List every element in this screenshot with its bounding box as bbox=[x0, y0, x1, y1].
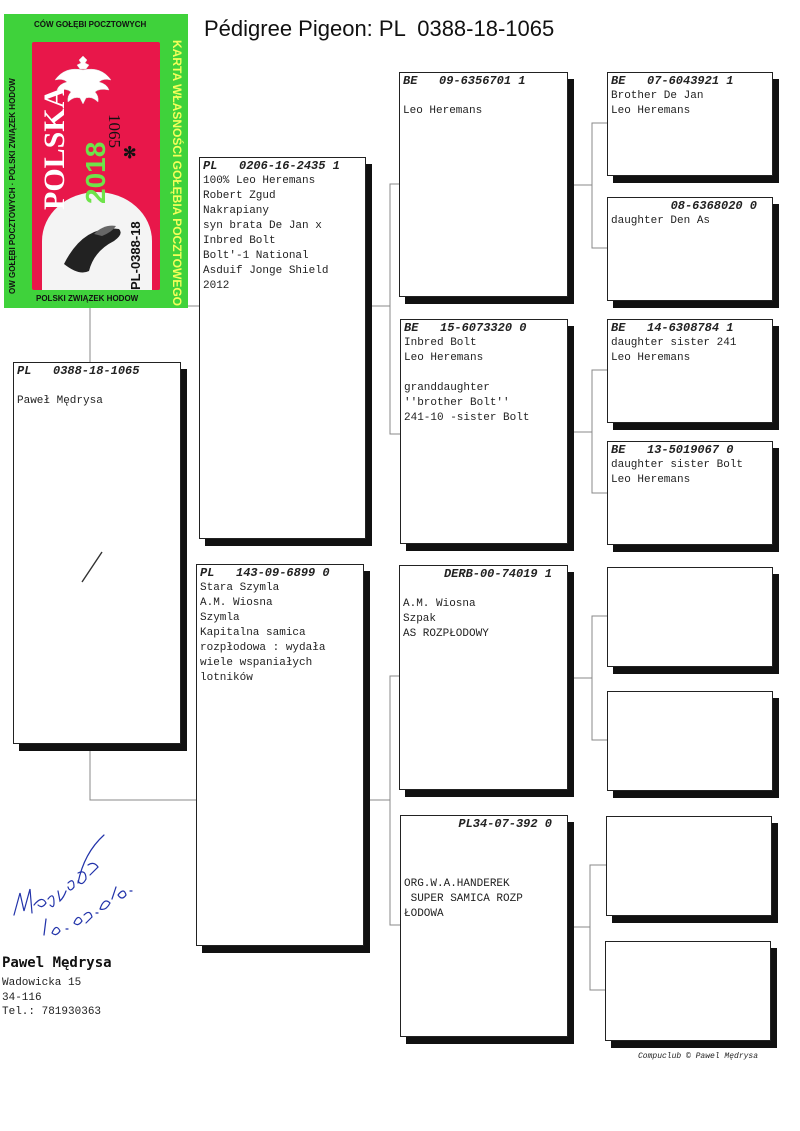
info-line: Asduif Jonge Shield bbox=[203, 265, 329, 277]
dam-sire-box bbox=[399, 565, 568, 790]
card-title-vertical: KARTA WŁASNOŚCI GOŁĘBIA POCZTOWEGO bbox=[170, 40, 184, 306]
info-line: 241-10 -sister Bolt bbox=[404, 412, 530, 424]
info-line: Kapitalna samica bbox=[200, 627, 306, 639]
info-line: rozpłodowa : wydała bbox=[200, 642, 326, 654]
breeder-name: Paweł Mędrysa bbox=[17, 395, 103, 407]
owner-phone: Tel.: 781930363 bbox=[2, 1006, 102, 1018]
handwritten-signature bbox=[4, 815, 144, 955]
pigeon-icon bbox=[54, 204, 134, 284]
card-ring: PL-0388-18 bbox=[128, 221, 143, 290]
card-asterisk: ✻ bbox=[123, 145, 137, 162]
breeder-name: Leo Heremans bbox=[403, 105, 483, 117]
card-arc-text: CÓW GOŁĘBI POCZTOWYCH bbox=[34, 20, 147, 29]
info-line: daughter sister 241 bbox=[611, 337, 737, 349]
info-line: A.M. Wiosna bbox=[200, 597, 273, 609]
owner-name: Pawel Mędrysa bbox=[2, 955, 112, 971]
ring-number: PL34-07-392 0 bbox=[458, 817, 552, 831]
info-line: AS ROZPŁODOWY bbox=[403, 628, 489, 640]
info-line bbox=[404, 832, 564, 847]
pen-mark bbox=[78, 548, 108, 588]
ring-number: PL 143-09-6899 0 bbox=[200, 566, 330, 580]
info-line: ''brother Bolt'' bbox=[404, 397, 510, 409]
info-line: wiele wspaniałych bbox=[200, 657, 313, 669]
ggp-box-7 bbox=[606, 816, 772, 916]
info-line: SUPER SAMICA ROZP bbox=[404, 893, 523, 905]
info-line: Stara Szymla bbox=[200, 582, 280, 594]
info-line: Leo Heremans bbox=[404, 352, 484, 364]
owner-street: Wadowicka 15 bbox=[2, 977, 82, 989]
info-line bbox=[17, 379, 177, 394]
info-line: Szpak bbox=[403, 613, 437, 625]
info-line: Brother De Jan bbox=[611, 90, 704, 102]
ring-number: BE 07-6043921 1 bbox=[611, 74, 734, 88]
ring-number: PL 0206-16-2435 1 bbox=[203, 159, 340, 173]
ring-number: PL 0388-18-1065 bbox=[17, 364, 140, 378]
info-line: Bolt'-1 National bbox=[203, 250, 309, 262]
ring-number: DERB-00-74019 1 bbox=[443, 567, 552, 581]
info-line bbox=[403, 89, 564, 104]
ggp-box-2 bbox=[607, 197, 773, 301]
info-line: syn brata De Jan x bbox=[203, 220, 322, 232]
info-line bbox=[404, 847, 564, 862]
ownership-card bbox=[4, 14, 188, 308]
info-line: Leo Heremans bbox=[611, 105, 691, 117]
info-line: ORG.W.A.HANDEREK bbox=[404, 878, 510, 890]
info-line: ŁODOWA bbox=[404, 908, 444, 920]
sire-sire-box bbox=[399, 72, 568, 297]
info-line: lotników bbox=[200, 672, 253, 684]
info-line: daughter Den As bbox=[611, 215, 711, 227]
sire-box bbox=[199, 157, 366, 539]
info-line: Inbred Bolt bbox=[404, 337, 477, 349]
ggp-box-6 bbox=[607, 691, 773, 791]
ggp-box-1 bbox=[607, 72, 773, 176]
page-title: Pédigree Pigeon: PL 0388-18-1065 bbox=[204, 16, 555, 41]
info-line: Robert Zgud bbox=[203, 190, 276, 202]
info-line bbox=[404, 366, 564, 381]
info-line: 2012 bbox=[203, 280, 230, 292]
ggp-box-4 bbox=[607, 441, 773, 545]
info-line: Szymla bbox=[200, 612, 240, 624]
dam-box bbox=[196, 564, 364, 946]
dam-dam-box bbox=[400, 815, 568, 1037]
card-side-text: OW GOŁĘBI POCZTOWYCH · POLSKI ZWIĄZEK HODOW bbox=[8, 78, 17, 294]
ring-number: BE 14-6308784 1 bbox=[611, 321, 734, 335]
owner-postal: 34-116 bbox=[2, 992, 42, 1004]
ring-number: BE 15-6073320 0 bbox=[404, 321, 527, 335]
info-line bbox=[403, 582, 564, 597]
ggp-box-5 bbox=[607, 567, 773, 667]
card-year: 2018 bbox=[80, 141, 111, 204]
ggp-box-8 bbox=[605, 941, 771, 1041]
ggp-box-3 bbox=[607, 319, 773, 423]
ring-number: BE 09-6356701 1 bbox=[403, 74, 526, 88]
info-line: Inbred Bolt bbox=[203, 235, 276, 247]
card-bottom-text: POLSKI ZWIĄZEK HODOW bbox=[36, 294, 139, 303]
info-line: 100% Leo Heremans bbox=[203, 175, 316, 187]
info-line: A.M. Wiosna bbox=[403, 598, 476, 610]
info-line: Leo Heremans bbox=[611, 474, 691, 486]
info-line: Leo Heremans bbox=[611, 352, 691, 364]
ring-number: BE 13-5019067 0 bbox=[611, 443, 734, 457]
info-line: daughter sister Bolt bbox=[611, 459, 744, 471]
info-line: Nakrapiany bbox=[203, 205, 270, 217]
card-serial: 1065 bbox=[105, 114, 124, 148]
footer-credit: Compuclub © Pawel Mędrysa bbox=[638, 1052, 759, 1061]
ring-number: 08-6368020 0 bbox=[670, 199, 757, 213]
info-line: granddaughter bbox=[404, 382, 490, 394]
sire-dam-box bbox=[400, 319, 568, 544]
info-line bbox=[404, 862, 564, 877]
card-country: POLSKA bbox=[38, 86, 71, 210]
